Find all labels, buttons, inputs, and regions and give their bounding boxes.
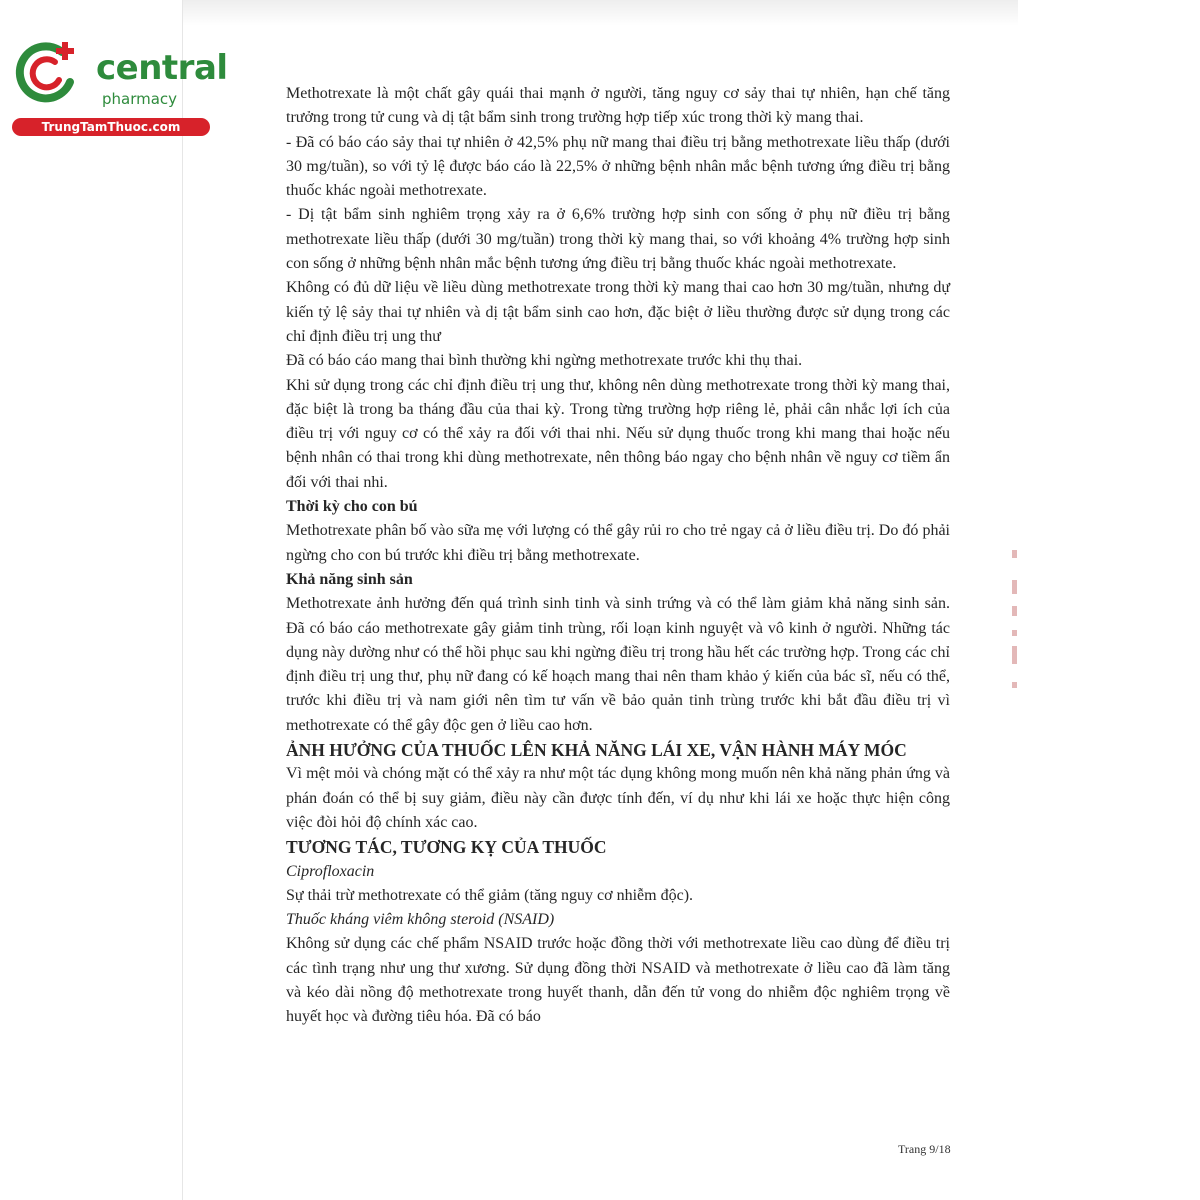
paragraph: Đã có báo cáo mang thai bình thường khi ngừng methotrexate trước khi thụ thai. [286, 352, 803, 370]
central-pharmacy-logo [10, 38, 228, 138]
background-left [0, 0, 183, 1200]
document-body [286, 82, 950, 1030]
subheading: Thuốc kháng viêm không steroid (NSAID) [286, 911, 555, 929]
scan-shadow [183, 0, 1018, 26]
paragraph: Sự thải trừ methotrexate có thể giảm (tăng nguy cơ nhiễm độc). [286, 886, 694, 904]
paragraph: Không có đủ dữ liệu về liều dùng methotrexate trong thời kỳ mang thai cao hơn 30 mg/tuần, nhưng dự kiến tỷ lệ sảy thai tự nhiên và dị tật bẩm sinh cao hơn, đặc biệt ở liều thường được sử dụng trong các chỉ định điều trị ung thư [286, 279, 950, 345]
background-right [1018, 0, 1200, 1200]
paragraph: Khi sử dụng trong các chỉ định điều trị ung thư, không nên dùng methotrexate trong thời kỳ mang thai, đặc biệt là trong ba tháng đầu của thai kỳ. Trong từng trường hợp riêng lẻ, phải cân nhắc lợi ích của điều trị với nguy cơ có thể xảy ra đối với thai nhi. Nếu sử dụng thuốc trong khi mang thai hoặc nếu bệnh nhân có thai trong khi dùng methotrexate, nên thông báo ngay cho bệnh nhân về nguy cơ tiềm ẩn đối với thai nhi. [286, 376, 950, 491]
section-title: TƯƠNG TÁC, TƯƠNG KỴ CỦA THUỐC [286, 837, 607, 858]
paragraph: Không sử dụng các chế phẩm NSAID trước hoặc đồng thời với methotrexate liều cao dùng để điều trị các tình trạng như ung thư xương. Sử dụng đồng thời NSAID và methotrexate ở liều cao đã làm tăng và kéo dài nồng độ methotrexate trong huyết thanh, dẫn đến tử vong do nhiễm độc nghiêm trọng về huyết học và đường tiêu hóa. Đã có báo [286, 935, 950, 1026]
paragraph: - Đã có báo cáo sảy thai tự nhiên ở 42,5% phụ nữ mang thai điều trị bằng methotrexate liều thấp (dưới 30 mg/tuần), so với tỷ lệ được báo cáo là 22,5% ở những bệnh nhân mắc bệnh tương ứng điều trị bằng thuốc khác ngoài methotrexate. [286, 133, 950, 200]
section-heading: Khả năng sinh sản [286, 570, 413, 588]
brand-subtitle: pharmacy [102, 90, 178, 108]
red-stamp-marks [1010, 550, 1022, 700]
paragraph: - Dị tật bẩm sinh nghiêm trọng xảy ra ở 6,6% trường hợp sinh con sống ở phụ nữ điều trị bằng methotrexate liều thấp (dưới 30 mg/tuần) trong thời kỳ mang thai, so với khoảng 4% trường hợp sinh con sống ở những bệnh nhân mắc bệnh tương ứng điều trị bằng thuốc khác ngoài methotrexate. [286, 206, 950, 273]
subheading: Ciprofloxacin [286, 862, 375, 880]
section-title: ẢNH HƯỞNG CỦA THUỐC LÊN KHẢ NĂNG LÁI XE, VẬN HÀNH MÁY MÓC [286, 740, 907, 761]
brand-url: TrungTamThuoc.com [12, 118, 210, 136]
brand-name: central [96, 48, 228, 88]
section-heading: Thời kỳ cho con bú [286, 498, 418, 516]
paragraph: Vì mệt mỏi và chóng mặt có thể xảy ra như một tác dụng không mong muốn nên khả năng phản ứng và phán đoán có thể bị suy giảm, điều này cần được tính đến, ví dụ như khi lái xe hoặc thực hiện công việc đòi hỏi độ chính xác cao. [286, 765, 950, 831]
page-number: Trang 9/18 [898, 1142, 951, 1156]
paragraph: Methotrexate phân bố vào sữa mẹ với lượng có thể gây rủi ro cho trẻ ngay cả ở liều điều trị. Do đó phải ngừng cho con bú trước khi điều trị bằng methotrexate. [286, 522, 950, 564]
paragraph: Methotrexate là một chất gây quái thai mạnh ở người, tăng nguy cơ sảy thai tự nhiên, hạn chế tăng trưởng trong tử cung và dị tật bẩm sinh trong trường hợp tiếp xúc trong thời kỳ mang thai. [286, 85, 950, 127]
pharmacy-cross-icon [10, 38, 80, 108]
paragraph: Methotrexate ảnh hưởng đến quá trình sinh tinh và sinh trứng và có thể làm giảm khả năng sinh sản. Đã có báo cáo methotrexate gây giảm tinh trùng, rối loạn kinh nguyệt và vô kinh ở người. Những tác dụng này dường như có thể hồi phục sau khi ngừng điều trị trong hầu hết các trường hợp. Trong các chỉ định điều trị ung thư, phụ nữ đang có kế hoạch mang thai nên tham khảo ý kiến của bác sĩ, nếu có thể, trước khi điều trị và nam giới nên tìm tư vấn về bảo quản tinh trùng trước khi bắt đầu điều trị vì methotrexate có thể gây độc gen ở liều cao hơn. [286, 595, 950, 734]
